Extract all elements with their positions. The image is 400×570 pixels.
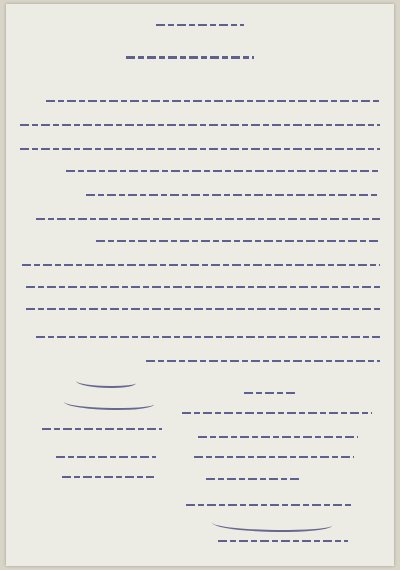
bismillah-handwriting: [156, 24, 244, 26]
closing-word-handwriting: [76, 376, 136, 388]
signature: [64, 396, 154, 410]
signature-2: [212, 516, 332, 532]
salutation-handwriting: [126, 56, 254, 59]
letter-sheet: [6, 4, 394, 566]
